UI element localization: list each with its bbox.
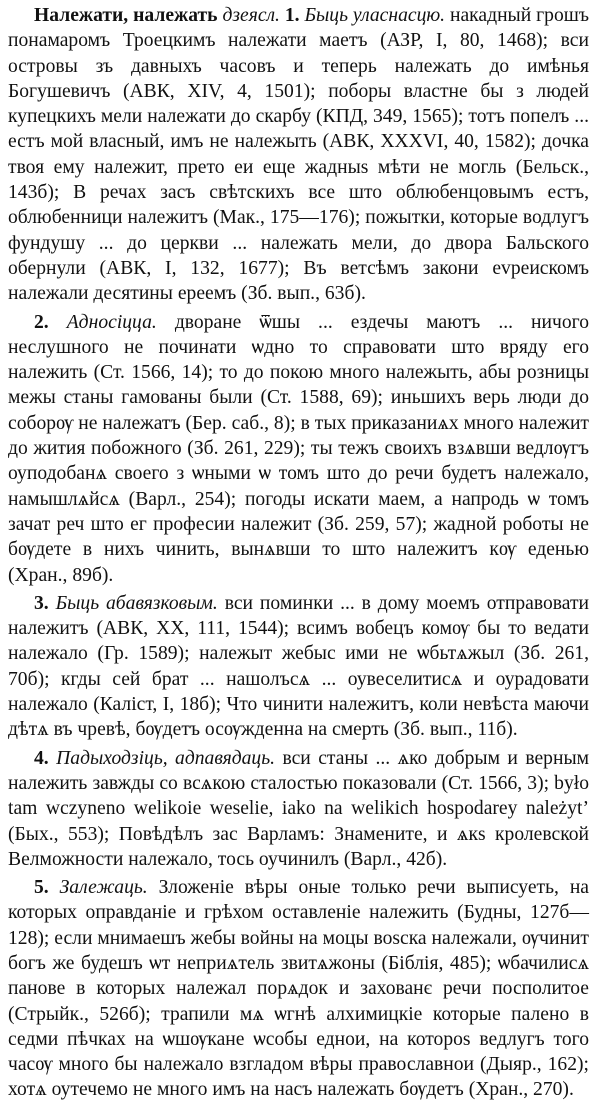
sense-4 bbox=[8, 746, 589, 872]
part-of-speech: дзеясл. bbox=[222, 5, 280, 26]
sense-text: дворане ѿшы ... ездечы маютъ ... ничого неслушного не починати ѡдно то справовати што вряду его належить (Ст. 1566, 14); то до покою много належыть, абы розницы межы станы гамованы были (Ст. 1588, 69); иньшихъ верь люди до соборѹ не належатъ (Бер. саб., 8); в тых приказаниѧх много належит до жития побожного (Зб. 261, 229); ты тежъ своихъ взѧвши ведлѹгъ оуподобанѧ своего з ѡными ѡ томъ што до речи будетъ належало, намышлѧйсѧ (Варл., 254); погоды искати маем, а напродь ѡ томъ зачат реч што ег професии належит (Зб. 259, 57); жадной роботы не бѹдете в нихъ чинить, вынѧвши то што належитъ кѹ еденью (Хран., 89б). bbox=[8, 311, 589, 586]
sense-gloss: Быць уласнасцю. bbox=[304, 5, 446, 26]
sense-number: 1. bbox=[284, 5, 300, 26]
sense-gloss: Быць абавязковым. bbox=[55, 592, 218, 614]
sense-gloss: Падыходзіць, адпавядаць. bbox=[56, 747, 276, 769]
sense-text: вси поминки ... в дому моемъ отправовати належитъ (АВК, XX, 111, 1544); всимъ вобецъ комѹ бы то ведати належало (Гр. 1589); належыт жебыс ими не ѡбьтѧжыл (Зб. 261, 70б); кгды сей брат ... нашолъсѧ ... оувеселитисѧ и оурадовати належало (Каліст, I, 18б); Что чинити належитъ, коли невѣста маючи дѣтѧ въ чревѣ, бѹдетъ осѹжденна на смерть (Зб. вып., 11б). bbox=[8, 592, 589, 741]
sense-2 bbox=[8, 310, 589, 588]
sense-5 bbox=[8, 875, 589, 1103]
sense-number: 2. bbox=[34, 311, 49, 333]
sense-text: накадный грошъ понамаромъ Троецкимъ належати маетъ (АЗР, I, 80, 1468); вси островы зъ давныхъ часовъ и теперь належать до имѣнья Богушевичъ (АВК, XIV, 4, 1501); поборы властне бы з людей купецкихъ мели належати до скарбу (КПД, 349, 1565); тотъ попелъ ... естъ мой власный, имъ не належыть (АВК, XXXVI, 40, 1582); дочка твоя ему належит, прето еи еще жадныѕ мѣти не могль (Бельск., 143б); В речах засъ свѣтскихъ все што облюбенцовымъ естъ, облюбенници належитъ (Мак., 175—176); пожытки, которые водлугъ фундушу ... до церкви ... належать мели, до двора Бальского обернули (АВК, I, 132, 1677); Въ ветсѣмъ закони еvреискомъ належали десятины ереемъ (Зб. вып., 63б). bbox=[8, 5, 589, 305]
sense-text: вси станы ... ѧко добрым и верным належить завжды со всѧкою сталостью показовали (Ст. 1566, 3); było tam wczyneno welikoie weselie, iako na welikich hospodarey należyt’ (Бых., 553); Повѣдѣлъ зас Варламъ: Знамените, и ѧкѕ кролевской Велможности належало, тось оучинилъ (Варл., 42б). bbox=[8, 747, 590, 870]
sense-number: 4. bbox=[34, 747, 49, 769]
sense-number: 3. bbox=[34, 592, 49, 614]
headword: Належати, належать bbox=[34, 5, 218, 26]
sense-text: Зложеніе вѣры оные только речи выписуеть, на которых оправданіе и грѣхом оставленіе належить (Будны, 127б—128); если мнимаешъ жебы войны на моцы воѕска належали, ѹчинит богъ же будешъ ѡт неприѧтель звитѧжоны (Біблія, 485); ѡбачилисѧ панове в которых належал порѧдок и захованє речи посполитое (Стрыйк., 526б); трапили мѧ ѡгнѣ алхимицкіе которые палено в седми пѣчках на ѡшѹкане ѡсобы еднои, на котороѕ ведлугъ того часѹ много бы належало взгладом вѣры православнои (Дыяр., 162); хотѧ оутечемо не многo имъ на насъ належать бѹдетъ (Хран., 270). bbox=[8, 877, 589, 1101]
sense-3 bbox=[8, 591, 589, 743]
sense-gloss: Адносіцца. bbox=[66, 311, 157, 333]
sense-gloss: Залежаць. bbox=[59, 877, 148, 899]
sense-1 bbox=[8, 3, 589, 307]
sense-number: 5. bbox=[34, 877, 49, 899]
